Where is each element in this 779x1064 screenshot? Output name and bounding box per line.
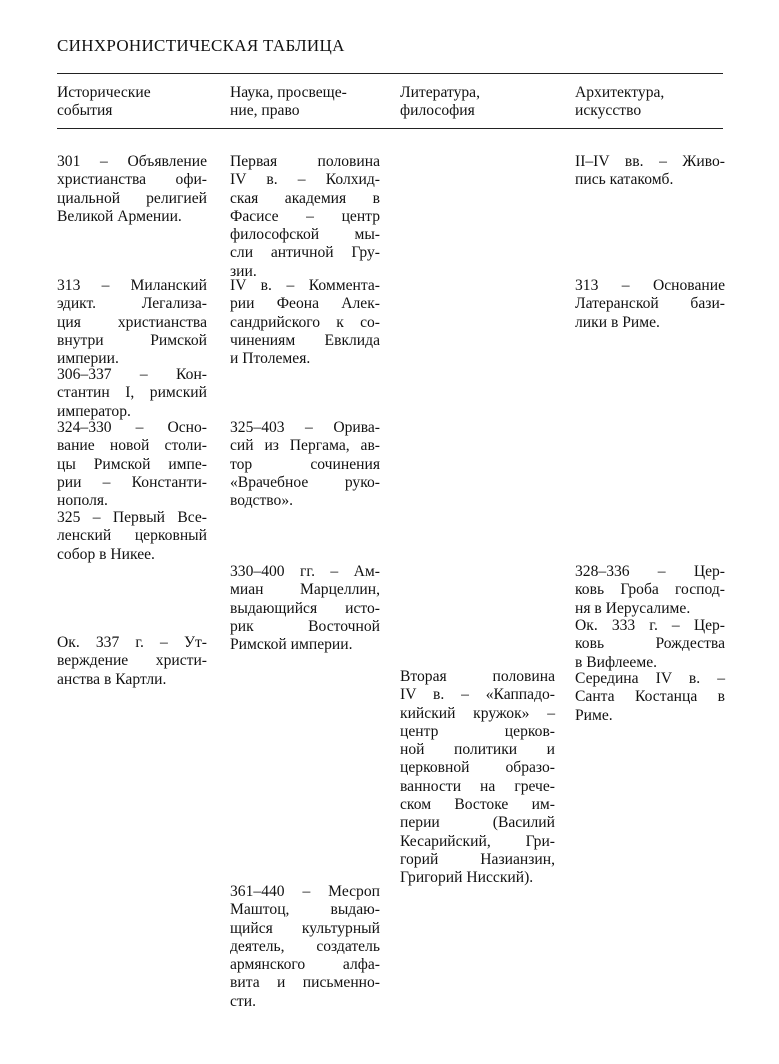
cell-line: IV в. – Колхид- (230, 171, 380, 189)
cell-line: 306–337 – Кон- (57, 366, 207, 383)
cell-line: Санта Костанца в (575, 688, 725, 706)
cell-line: ская академия в (230, 189, 380, 207)
cell-line: ной политики и (400, 741, 555, 759)
table-cell (57, 153, 207, 226)
cell-line: ванности на грече- (400, 777, 555, 795)
table-cell (230, 563, 380, 654)
table-cell (575, 153, 725, 190)
table-cell (57, 419, 207, 510)
cell-line: Маштоц, выдаю- (230, 901, 380, 919)
header-top-rule (57, 73, 723, 74)
cell-line: Григорий Нисский). (400, 869, 534, 887)
column-header-literature: Литература, философия (400, 84, 480, 120)
cell-line: эдикт. Легализа- (57, 295, 207, 313)
cell-line: тор сочинения (230, 455, 380, 473)
cell-line: щийся культурный (230, 919, 380, 937)
cell-line: водство». (230, 492, 294, 510)
cell-line: сандрийского к со- (230, 313, 380, 331)
cell-line: ковь Гроба господ- (575, 581, 725, 599)
cell-line: IV в. – «Каппадо- (400, 686, 555, 704)
cell-line: 301 – Объявление (57, 153, 207, 170)
table-cell (57, 509, 207, 564)
cell-line: 325–403 – Орива- (230, 419, 380, 436)
cell-line: Вторая половина (400, 668, 555, 685)
cell-line: Ок. 333 г. – Цер- (575, 617, 725, 634)
cell-line: 328–336 – Цер- (575, 563, 725, 580)
cell-line: цы Римской импе- (57, 455, 207, 473)
column-header-events: Исторические события (57, 84, 151, 120)
cell-line: сти. (230, 992, 256, 1010)
cell-line: Римской империи. (230, 636, 353, 654)
cell-line: деятель, создатель (230, 937, 380, 955)
column-header-science: Наука, просвеще- ние, право (230, 84, 347, 120)
table-cell (57, 634, 207, 689)
cell-line: стантин I, римский (57, 384, 207, 402)
cell-line: «Врачебное руко- (230, 473, 380, 491)
cell-line: 325 – Первый Все- (57, 509, 207, 526)
cell-line: пись катакомб. (575, 171, 674, 189)
cell-line: 330–400 гг. – Ам- (230, 563, 380, 580)
cell-line: рии Феона Алек- (230, 295, 380, 313)
cell-line: IV в. – Коммента- (230, 277, 380, 294)
cell-line: центр церков- (400, 722, 555, 740)
cell-line: армянского алфа- (230, 956, 380, 974)
table-cell (575, 563, 725, 618)
cell-line: верждение христи- (57, 652, 207, 670)
cell-line: 324–330 – Осно- (57, 419, 207, 436)
cell-line: чинениям Евклида (230, 331, 380, 349)
cell-line: вание новой столи- (57, 437, 207, 455)
cell-line: циальной религией (57, 189, 207, 207)
cell-line: рии – Константи- (57, 473, 207, 491)
cell-line: 313 – Основание (575, 277, 725, 294)
cell-line: 361–440 – Месроп (230, 883, 380, 900)
cell-line: Середина IV в. – (575, 670, 725, 687)
cell-line: горий Назианзин, (400, 850, 555, 868)
cell-line: лики в Риме. (575, 313, 660, 331)
cell-line: Фасисе – центр (230, 207, 380, 225)
table-cell (575, 670, 725, 725)
cell-line: миан Марцеллин, (230, 581, 380, 599)
cell-line: церковной образо- (400, 759, 555, 777)
table-cell (57, 277, 207, 368)
cell-line: 313 – Миланский (57, 277, 207, 294)
cell-line: и Птолемея. (230, 350, 311, 368)
cell-line: Первая половина (230, 153, 380, 170)
table-cell (575, 277, 725, 332)
cell-line: философской мы- (230, 226, 380, 244)
cell-line: выдающийся исто- (230, 599, 380, 617)
table-cell (230, 419, 380, 510)
cell-line: ленский церковный (57, 527, 207, 545)
cell-line: перии (Василий (400, 814, 555, 832)
cell-line: зии. (230, 262, 257, 280)
cell-line: Великой Армении. (57, 207, 182, 225)
cell-line: сий из Пергама, ав- (230, 437, 380, 455)
table-cell (230, 277, 380, 368)
table-cell (575, 617, 725, 672)
table-cell (400, 668, 555, 888)
table-cell (57, 366, 207, 421)
cell-line: анства в Картли. (57, 670, 167, 688)
table-cell (230, 883, 380, 1011)
page-title: СИНХРОНИСТИЧЕСКАЯ ТАБЛИЦА (57, 36, 345, 55)
table-cell (230, 153, 380, 281)
cell-line: империи. (57, 350, 119, 368)
column-header-architecture: Архитектура, искусство (575, 84, 665, 120)
cell-line: Латеранской бази- (575, 295, 725, 313)
cell-line: собор в Никее. (57, 545, 155, 563)
cell-line: сли античной Гру- (230, 244, 380, 262)
cell-line: Ок. 337 г. – Ут- (57, 634, 207, 651)
cell-line: кийский кружок» – (400, 704, 555, 722)
cell-line: ковь Рождества (575, 635, 725, 653)
cell-line: нополя. (57, 492, 108, 510)
cell-line: ня в Иерусалиме. (575, 599, 691, 617)
cell-line: христианства офи- (57, 171, 207, 189)
cell-line: император. (57, 402, 131, 420)
cell-line: ция христианства (57, 313, 207, 331)
cell-line: Риме. (575, 706, 613, 724)
cell-line: вита и письменно- (230, 974, 380, 992)
cell-line: рик Восточной (230, 617, 380, 635)
cell-line: ском Востоке им- (400, 796, 555, 814)
cell-line: Кесарийский, Гри- (400, 832, 555, 850)
cell-line: внутри Римской (57, 331, 207, 349)
cell-line: II–IV вв. – Живо- (575, 153, 725, 170)
header-bottom-rule (57, 128, 723, 129)
cell-line: в Вифлееме. (575, 653, 658, 671)
